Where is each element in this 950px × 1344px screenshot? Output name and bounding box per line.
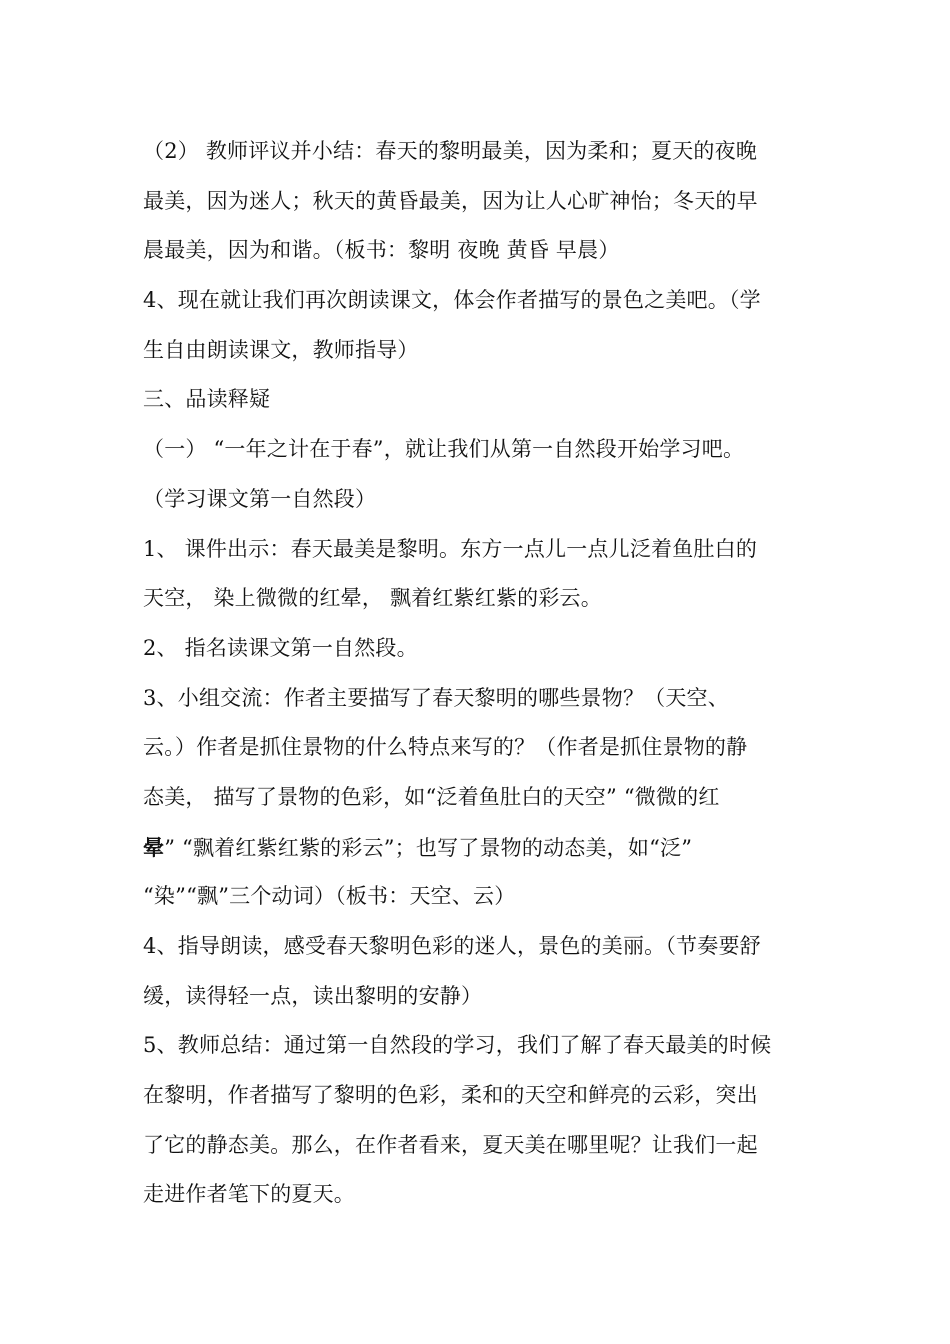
text-line: 云。）作者是抓住景物的什么特点来写的？（作者是抓住景物的静: [143, 735, 748, 760]
text-line: 晨最美，因为和谐。（板书：黎明 夜晚 黄昏 早晨）: [143, 238, 620, 263]
text-line: 2、 指名读课文第一自然段。: [143, 635, 418, 660]
document-body: [143, 127, 808, 1220]
text-line: 缓，读得轻一点，读出黎明的安静）: [143, 983, 483, 1008]
text-line: 走进作者笔下的夏天。: [143, 1182, 355, 1207]
text-line: 4、指导朗读，感受春天黎明色彩的迷人，景色的美丽。（节奏要舒: [143, 934, 761, 958]
text-line: （一） “一年之计在于春”，就让我们从第一自然段开始学习吧。: [143, 437, 745, 462]
text-line: 态美， 描写了景物的色彩，如“泛着鱼肚白的天空” “微微的红: [143, 784, 720, 809]
text-line: 天空， 染上微微的红晕， 飘着红紫红紫的彩云。: [143, 586, 602, 611]
section-heading: 三、品读释疑: [143, 387, 271, 412]
text-line: （学习课文第一自然段）: [143, 486, 377, 511]
text-line: 最美，因为迷人；秋天的黄昏最美，因为让人心旷神怡；冬天的早: [143, 188, 758, 213]
text-line: 在黎明，作者描写了黎明的色彩，柔和的天空和鲜亮的云彩，突出: [143, 1083, 758, 1108]
text-line: 了它的静态美。那么，在作者看来，夏天美在哪里呢？让我们一起: [143, 1132, 758, 1157]
text-line: 5、教师总结：通过第一自然段的学习，我们了解了春天最美的时候: [143, 1033, 772, 1058]
bold-character: 晕: [143, 834, 165, 860]
text-line: 晕” “飘着红紫红紫的彩云”；也写了景物的动态美，如“泛”: [143, 834, 693, 860]
text-line: （2） 教师评议并小结：春天的黎明最美，因为柔和；夏天的夜晚: [143, 139, 758, 163]
text-line: 生自由朗读课文，教师指导）: [143, 337, 419, 362]
text-line: “染”“飘”三个动词）（板书：天空、云）: [143, 884, 516, 909]
text-line: 3、小组交流：作者主要描写了春天黎明的哪些景物？（天空、: [143, 685, 729, 710]
text-line: 1、 课件出示：春天最美是黎明。东方一点儿一点儿泛着鱼肚白的: [143, 536, 758, 561]
text-line: 4、现在就让我们再次朗读课文，体会作者描写的景色之美吧。（学: [143, 288, 761, 313]
